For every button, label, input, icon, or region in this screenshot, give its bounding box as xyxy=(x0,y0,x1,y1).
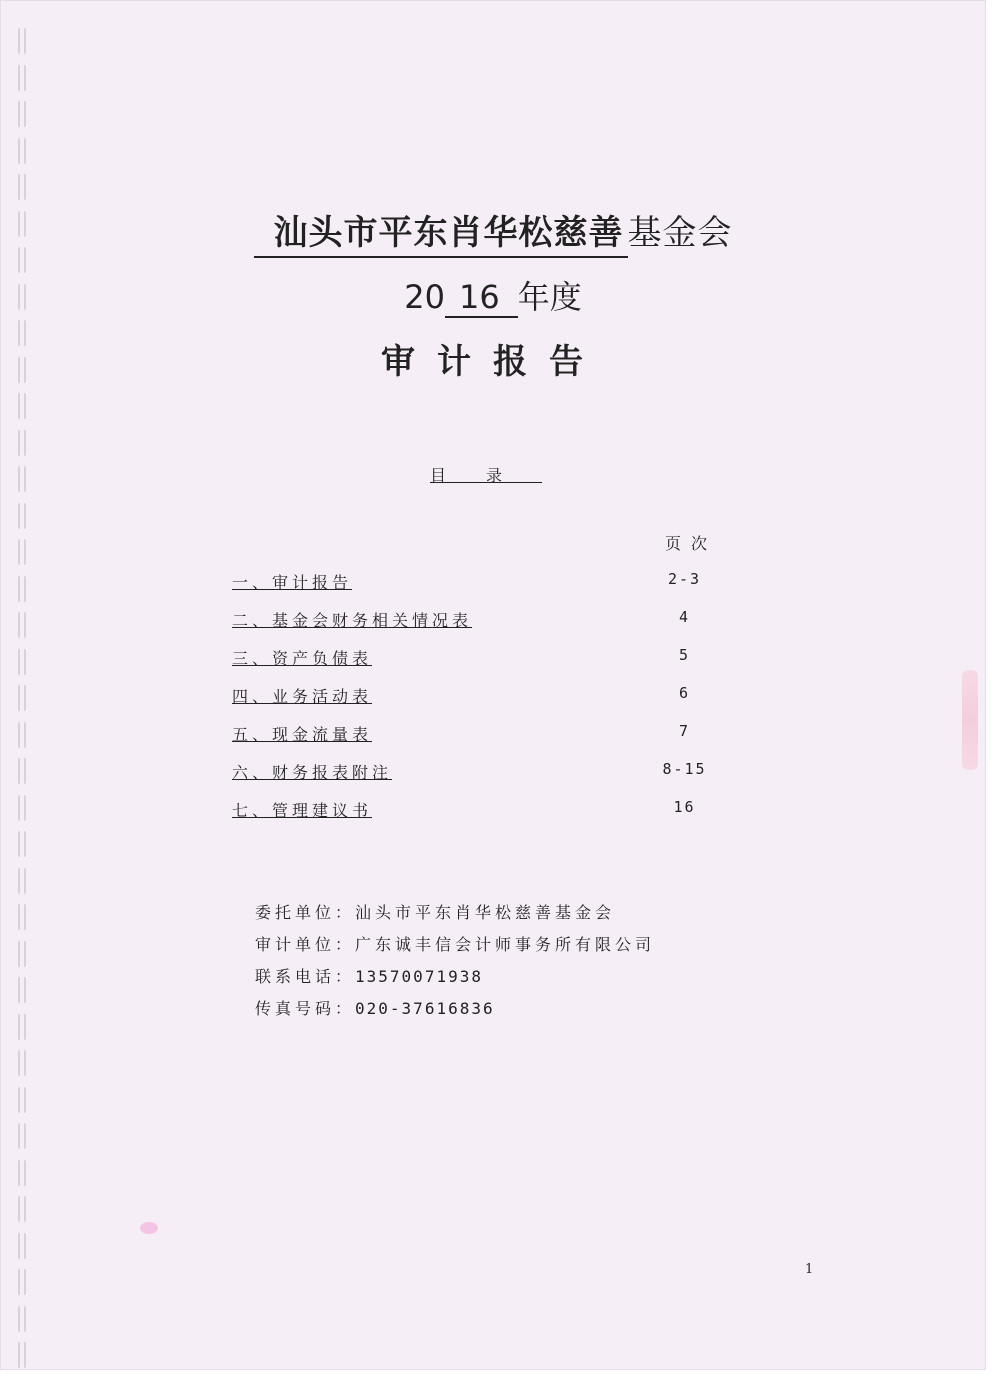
contact-label: 传真号码： xyxy=(255,999,356,1018)
toc-row xyxy=(232,570,752,608)
toc-item-page: 6 xyxy=(678,684,691,702)
page-number: 1 xyxy=(805,1262,814,1277)
toc-item-label: 五、现金流量表 xyxy=(232,725,373,744)
title-year xyxy=(0,272,986,318)
binder-hole xyxy=(18,977,26,1003)
contact-value: 020-37616836 xyxy=(355,999,495,1018)
binder-hole xyxy=(18,576,26,602)
binder-hole xyxy=(18,722,26,748)
binder-hole xyxy=(18,904,26,930)
toc-row xyxy=(232,684,752,722)
contact-info xyxy=(255,900,655,1028)
binder-hole xyxy=(18,1196,26,1222)
title-year-suffix: 16 xyxy=(445,278,518,318)
binder-hole xyxy=(18,174,26,200)
toc-page-header: 页次 xyxy=(665,534,718,553)
binder-hole xyxy=(18,1087,26,1113)
title-organization xyxy=(0,205,986,258)
binder-hole xyxy=(18,503,26,529)
contact-label: 委托单位： xyxy=(255,903,356,922)
toc-item-page: 7 xyxy=(678,722,691,740)
toc-row xyxy=(232,760,752,798)
red-seal-fragment xyxy=(962,670,978,770)
title-year-label: 年度 xyxy=(517,278,582,316)
binder-hole xyxy=(18,868,26,894)
binder-hole xyxy=(18,1269,26,1295)
toc-item-label: 六、财务报表附注 xyxy=(232,763,393,782)
contact-value: 广东诚丰信会计师事务所有限公司 xyxy=(355,935,656,954)
binder-hole xyxy=(18,393,26,419)
title-report: 审计报告 xyxy=(381,342,605,382)
binder-hole xyxy=(18,795,26,821)
binder-hole xyxy=(18,138,26,164)
title-org-name: 汕头市平东肖华松慈善 xyxy=(254,205,628,258)
contact-auditor xyxy=(255,932,655,964)
binder-hole xyxy=(18,539,26,565)
binder-hole xyxy=(18,941,26,967)
report-title-block xyxy=(0,205,986,383)
toc-row xyxy=(232,722,752,760)
toc-item-page: 5 xyxy=(678,646,691,664)
title-org-suffix: 基金会 xyxy=(627,213,733,253)
binder-hole xyxy=(18,685,26,711)
toc-row xyxy=(232,798,752,836)
binder-hole xyxy=(18,466,26,492)
contact-label: 审计单位： xyxy=(255,935,356,954)
toc-item-page: 8-15 xyxy=(662,760,707,778)
toc-row xyxy=(232,646,752,684)
contact-label: 联系电话： xyxy=(255,967,356,986)
binder-hole xyxy=(18,65,26,91)
binder-hole xyxy=(18,649,26,675)
toc-item-page: 2-3 xyxy=(667,570,702,588)
binder-hole xyxy=(18,28,26,54)
toc-item-label: 一、审计报告 xyxy=(232,573,353,592)
binder-hole xyxy=(18,612,26,638)
binder-hole xyxy=(18,1233,26,1259)
contact-fax xyxy=(255,996,655,1028)
binder-hole xyxy=(18,1050,26,1076)
binder-hole xyxy=(18,758,26,784)
table-of-contents xyxy=(232,570,752,836)
binder-hole xyxy=(18,1123,26,1149)
toc-item-label: 二、基金会财务相关情况表 xyxy=(232,611,473,630)
binder-hole xyxy=(18,831,26,857)
toc-item-label: 三、资产负债表 xyxy=(232,649,373,668)
toc-item-label: 四、业务活动表 xyxy=(232,687,373,706)
contact-client xyxy=(255,900,655,932)
binder-hole xyxy=(18,1306,26,1332)
binder-hole xyxy=(18,1342,26,1368)
contact-phone xyxy=(255,964,655,996)
binder-hole xyxy=(18,1014,26,1040)
toc-row xyxy=(232,608,752,646)
title-year-prefix: 20 xyxy=(404,278,445,316)
binder-hole xyxy=(18,101,26,127)
toc-item-page: 16 xyxy=(673,798,696,816)
contact-value: 13570071938 xyxy=(355,967,483,986)
toc-item-label: 七、管理建议书 xyxy=(232,801,373,820)
binder-hole xyxy=(18,430,26,456)
toc-title: 目录 xyxy=(430,466,543,485)
contact-value: 汕头市平东肖华松慈善基金会 xyxy=(355,903,616,922)
pink-ink-stain xyxy=(140,1222,158,1234)
toc-item-page: 4 xyxy=(678,608,691,626)
binder-hole xyxy=(18,1160,26,1186)
